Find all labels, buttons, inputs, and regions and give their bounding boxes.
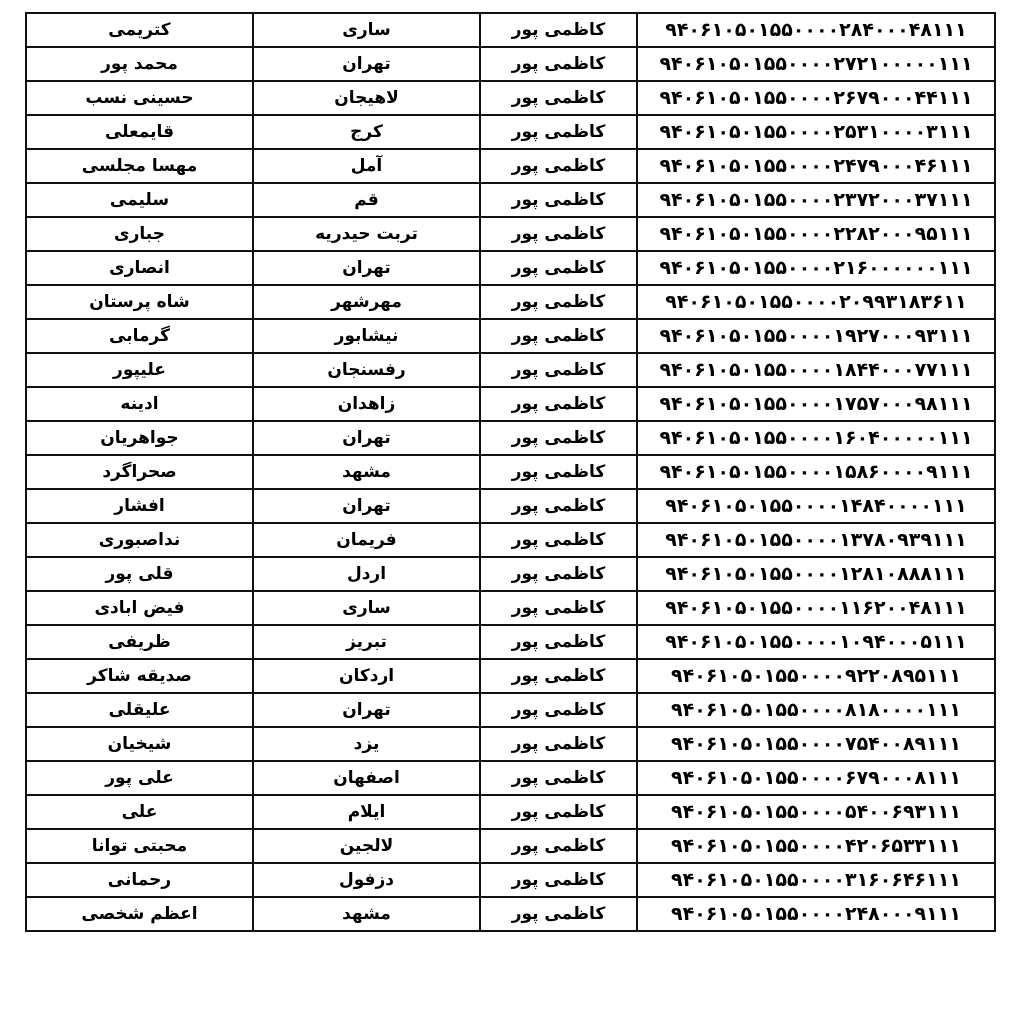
agent-cell: کاظمی پور (480, 149, 637, 183)
city-cell: قم (253, 183, 480, 217)
table-row (26, 115, 995, 149)
lastname-cell: علیقلی (26, 693, 253, 727)
city-cell: تهران (253, 421, 480, 455)
code-cell: ۹۴۰۶۱۰۵۰۱۵۵۰۰۰۰۱۲۸۱۰۸۸۸۱۱۱ (637, 557, 995, 591)
table-row (26, 183, 995, 217)
city-cell: لاهیجان (253, 81, 480, 115)
lastname-cell: سلیمی (26, 183, 253, 217)
code-cell: ۹۴۰۶۱۰۵۰۱۵۵۰۰۰۰۲۳۷۲۰۰۰۳۷۱۱۱ (637, 183, 995, 217)
code-cell: ۹۴۰۶۱۰۵۰۱۵۵۰۰۰۰۲۴۷۹۰۰۰۴۶۱۱۱ (637, 149, 995, 183)
code-cell: ۹۴۰۶۱۰۵۰۱۵۵۰۰۰۰۱۴۸۴۰۰۰۰۱۱۱ (637, 489, 995, 523)
agent-cell: کاظمی پور (480, 353, 637, 387)
lastname-cell: حسینی نسب (26, 81, 253, 115)
lastname-cell: شاه پرستان (26, 285, 253, 319)
code-cell: ۹۴۰۶۱۰۵۰۱۵۵۰۰۰۰۴۲۰۶۵۳۳۱۱۱ (637, 829, 995, 863)
lastname-cell: کتریمی (26, 13, 253, 47)
city-cell: اردکان (253, 659, 480, 693)
lastname-cell: گرمابی (26, 319, 253, 353)
lastname-cell: جباری (26, 217, 253, 251)
table-row (26, 727, 995, 761)
code-cell: ۹۴۰۶۱۰۵۰۱۵۵۰۰۰۰۲۲۸۲۰۰۰۹۵۱۱۱ (637, 217, 995, 251)
table-row (26, 693, 995, 727)
city-cell: ساری (253, 13, 480, 47)
city-cell: تهران (253, 489, 480, 523)
code-cell: ۹۴۰۶۱۰۵۰۱۵۵۰۰۰۰۱۵۸۶۰۰۰۰۹۱۱۱ (637, 455, 995, 489)
table-row (26, 353, 995, 387)
city-cell: کرج (253, 115, 480, 149)
city-cell: ایلام (253, 795, 480, 829)
city-cell: تهران (253, 47, 480, 81)
code-cell: ۹۴۰۶۱۰۵۰۱۵۵۰۰۰۰۲۸۴۰۰۰۴۸۱۱۱ (637, 13, 995, 47)
table-row (26, 625, 995, 659)
agent-cell: کاظمی پور (480, 285, 637, 319)
agent-cell: کاظمی پور (480, 693, 637, 727)
table-row (26, 761, 995, 795)
city-cell: رفسنجان (253, 353, 480, 387)
code-cell: ۹۴۰۶۱۰۵۰۱۵۵۰۰۰۰۲۶۷۹۰۰۰۴۴۱۱۱ (637, 81, 995, 115)
lastname-cell: صحراگرد (26, 455, 253, 489)
lastname-cell: مهسا مجلسی (26, 149, 253, 183)
agent-cell: کاظمی پور (480, 217, 637, 251)
code-cell: ۹۴۰۶۱۰۵۰۱۵۵۰۰۰۰۱۷۵۷۰۰۰۹۸۱۱۱ (637, 387, 995, 421)
table-row (26, 523, 995, 557)
lastname-cell: انصاری (26, 251, 253, 285)
agent-cell: کاظمی پور (480, 591, 637, 625)
lastname-cell: اعظم شخصی (26, 897, 253, 931)
lastname-cell: فیض ابادی (26, 591, 253, 625)
table-row (26, 81, 995, 115)
city-cell: زاهدان (253, 387, 480, 421)
lastname-cell: شیخیان (26, 727, 253, 761)
code-cell: ۹۴۰۶۱۰۵۰۱۵۵۰۰۰۰۳۱۶۰۶۴۶۱۱۱ (637, 863, 995, 897)
table-row (26, 387, 995, 421)
table-row (26, 421, 995, 455)
table-row (26, 795, 995, 829)
lastname-cell: قلی پور (26, 557, 253, 591)
agent-cell: کاظمی پور (480, 829, 637, 863)
agent-cell: کاظمی پور (480, 761, 637, 795)
agent-cell: کاظمی پور (480, 183, 637, 217)
agent-cell: کاظمی پور (480, 659, 637, 693)
agent-cell: کاظمی پور (480, 13, 637, 47)
table-row (26, 489, 995, 523)
table-row (26, 897, 995, 931)
city-cell: فریمان (253, 523, 480, 557)
lastname-cell: علیپور (26, 353, 253, 387)
table-row (26, 149, 995, 183)
city-cell: یزد (253, 727, 480, 761)
city-cell: مهرشهر (253, 285, 480, 319)
table-row (26, 557, 995, 591)
city-cell: تربت حیدریه (253, 217, 480, 251)
table-row (26, 319, 995, 353)
table-row (26, 47, 995, 81)
city-cell: اردل (253, 557, 480, 591)
agent-cell: کاظمی پور (480, 251, 637, 285)
code-cell: ۹۴۰۶۱۰۵۰۱۵۵۰۰۰۰۹۲۲۰۸۹۵۱۱۱ (637, 659, 995, 693)
code-cell: ۹۴۰۶۱۰۵۰۱۵۵۰۰۰۰۱۸۴۴۰۰۰۷۷۱۱۱ (637, 353, 995, 387)
city-cell: تهران (253, 251, 480, 285)
lastname-cell: قایمعلی (26, 115, 253, 149)
city-cell: اصفهان (253, 761, 480, 795)
lastname-cell: علی (26, 795, 253, 829)
lastname-cell: افشار (26, 489, 253, 523)
code-cell: ۹۴۰۶۱۰۵۰۱۵۵۰۰۰۰۱۹۲۷۰۰۰۹۳۱۱۱ (637, 319, 995, 353)
agent-cell: کاظمی پور (480, 81, 637, 115)
agent-cell: کاظمی پور (480, 47, 637, 81)
agent-cell: کاظمی پور (480, 897, 637, 931)
agent-cell: کاظمی پور (480, 625, 637, 659)
code-cell: ۹۴۰۶۱۰۵۰۱۵۵۰۰۰۰۱۰۹۴۰۰۰۵۱۱۱ (637, 625, 995, 659)
agent-cell: کاظمی پور (480, 557, 637, 591)
code-cell: ۹۴۰۶۱۰۵۰۱۵۵۰۰۰۰۷۵۴۰۰۸۹۱۱۱ (637, 727, 995, 761)
agent-cell: کاظمی پور (480, 319, 637, 353)
agent-cell: کاظمی پور (480, 387, 637, 421)
agent-cell: کاظمی پور (480, 115, 637, 149)
code-cell: ۹۴۰۶۱۰۵۰۱۵۵۰۰۰۰۱۶۰۴۰۰۰۰۰۱۱۱ (637, 421, 995, 455)
table-row (26, 829, 995, 863)
records-table (25, 12, 996, 932)
table-row (26, 285, 995, 319)
city-cell: ساری (253, 591, 480, 625)
agent-cell: کاظمی پور (480, 523, 637, 557)
agent-cell: کاظمی پور (480, 863, 637, 897)
city-cell: تبریز (253, 625, 480, 659)
agent-cell: کاظمی پور (480, 795, 637, 829)
table-row (26, 251, 995, 285)
lastname-cell: رحمانی (26, 863, 253, 897)
code-cell: ۹۴۰۶۱۰۵۰۱۵۵۰۰۰۰۲۵۳۱۰۰۰۰۳۱۱۱ (637, 115, 995, 149)
code-cell: ۹۴۰۶۱۰۵۰۱۵۵۰۰۰۰۸۱۸۰۰۰۰۱۱۱ (637, 693, 995, 727)
table-row (26, 455, 995, 489)
lastname-cell: ظریفی (26, 625, 253, 659)
agent-cell: کاظمی پور (480, 455, 637, 489)
city-cell: مشهد (253, 897, 480, 931)
lastname-cell: علی پور (26, 761, 253, 795)
agent-cell: کاظمی پور (480, 489, 637, 523)
code-cell: ۹۴۰۶۱۰۵۰۱۵۵۰۰۰۰۲۷۲۱۰۰۰۰۰۱۱۱ (637, 47, 995, 81)
city-cell: دزفول (253, 863, 480, 897)
code-cell: ۹۴۰۶۱۰۵۰۱۵۵۰۰۰۰۲۰۹۹۳۱۸۳۶۱۱ (637, 285, 995, 319)
table-row (26, 13, 995, 47)
city-cell: تهران (253, 693, 480, 727)
code-cell: ۹۴۰۶۱۰۵۰۱۵۵۰۰۰۰۲۴۸۰۰۰۹۱۱۱ (637, 897, 995, 931)
lastname-cell: ادینه (26, 387, 253, 421)
agent-cell: کاظمی پور (480, 421, 637, 455)
code-cell: ۹۴۰۶۱۰۵۰۱۵۵۰۰۰۰۲۱۶۰۰۰۰۰۰۱۱۱ (637, 251, 995, 285)
table-row (26, 591, 995, 625)
lastname-cell: محبتی توانا (26, 829, 253, 863)
lastname-cell: صدیقه شاکر (26, 659, 253, 693)
agent-cell: کاظمی پور (480, 727, 637, 761)
code-cell: ۹۴۰۶۱۰۵۰۱۵۵۰۰۰۰۵۴۰۰۶۹۳۱۱۱ (637, 795, 995, 829)
table-row (26, 659, 995, 693)
table-row (26, 217, 995, 251)
code-cell: ۹۴۰۶۱۰۵۰۱۵۵۰۰۰۰۱۳۷۸۰۹۳۹۱۱۱ (637, 523, 995, 557)
city-cell: مشهد (253, 455, 480, 489)
city-cell: لالجین (253, 829, 480, 863)
city-cell: نیشابور (253, 319, 480, 353)
code-cell: ۹۴۰۶۱۰۵۰۱۵۵۰۰۰۰۶۷۹۰۰۰۸۱۱۱ (637, 761, 995, 795)
table-row (26, 863, 995, 897)
lastname-cell: جواهریان (26, 421, 253, 455)
city-cell: آمل (253, 149, 480, 183)
records-table-body (26, 13, 995, 931)
code-cell: ۹۴۰۶۱۰۵۰۱۵۵۰۰۰۰۱۱۶۲۰۰۴۸۱۱۱ (637, 591, 995, 625)
lastname-cell: محمد پور (26, 47, 253, 81)
lastname-cell: نداصبوری (26, 523, 253, 557)
